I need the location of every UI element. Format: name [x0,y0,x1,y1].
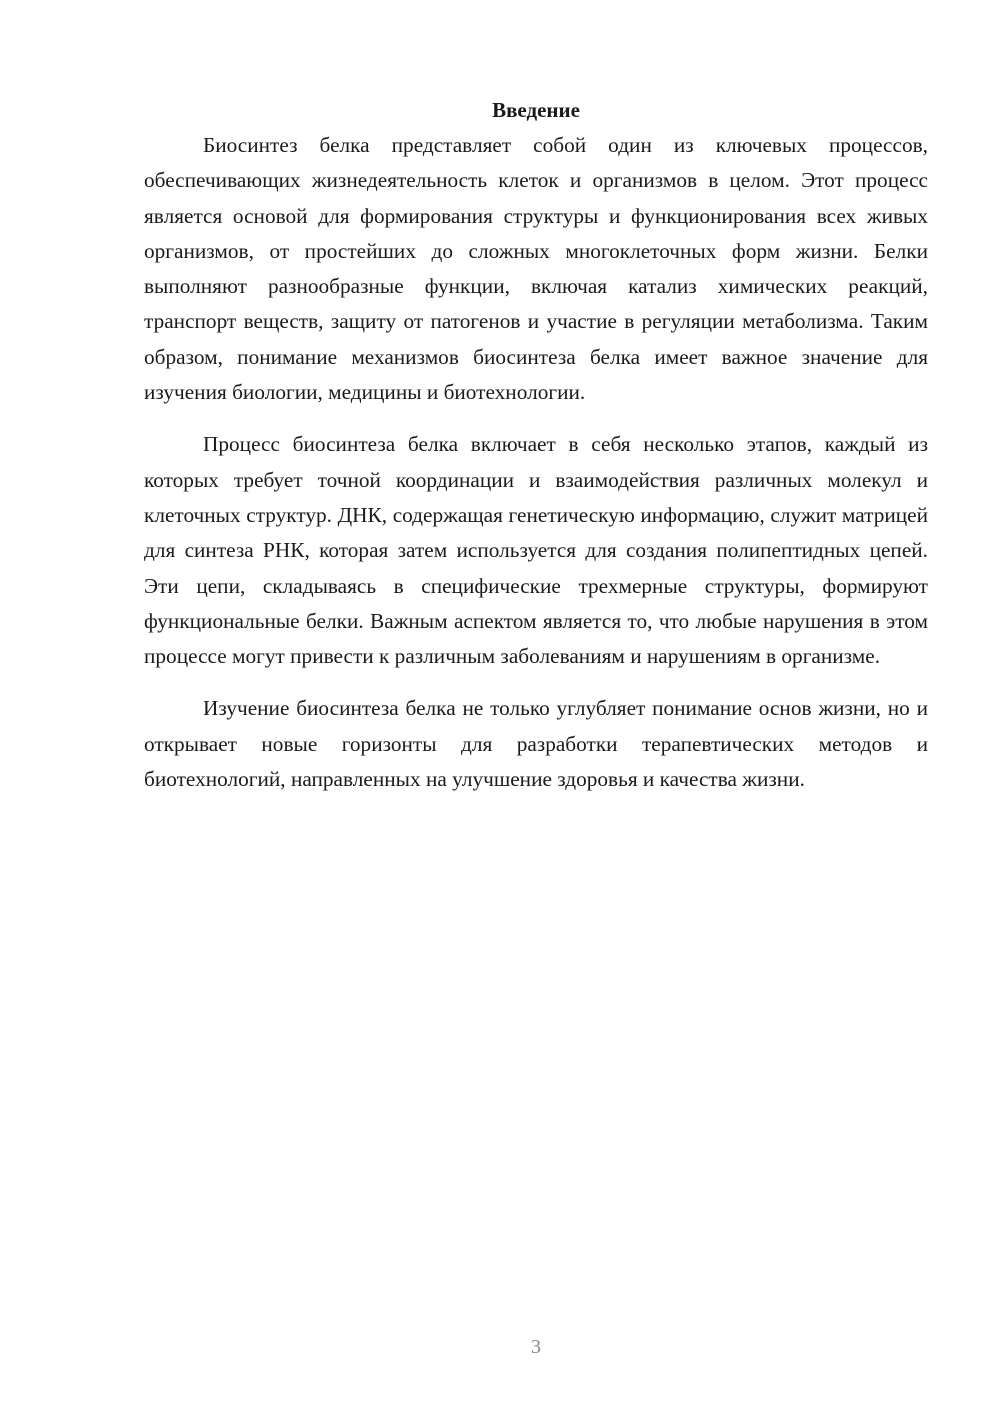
paragraph-3: Изучение биосинтеза белка не только углубляет понимание основ жизни, но и открывает новые горизонты для разработки терапевтических методов и биотехнологий, направленных на улучшение здоровья и качества жизни. [144,696,928,792]
paragraph-2: Процесс биосинтеза белка включает в себя несколько этапов, каждый из которых требует точной координации и взаимодействия различных молекул и клеточных структур. ДНК, содержащая генетическую информацию, служит матрицей для синтеза РНК, которая затем используется для создания полипептидных цепей. Эти цепи, складываясь в специфические трехмерные структуры, формируют функциональные белки. Важным аспектом является то, что любые нарушения в этом процессе могут привести к различным заболеваниям и нарушениям в организме. [144,432,928,669]
page-number: 3 [531,1336,541,1358]
page-body [144,93,928,814]
section-heading: Введение [492,98,580,122]
paragraph-1: Биосинтез белка представляет собой один из ключевых процессов, обеспечивающих жизнедеятельность клеток и организмов в целом. Этот процесс является основой для формирования структуры и функционирования всех живых организмов, от простейших до сложных многоклеточных форм жизни. Белки выполняют разнообразные функции, включая катализ химических реакций, транспорт веществ, защиту от патогенов и участие в регуляции метаболизма. Таким образом, понимание механизмов биосинтеза белка имеет важное значение для изучения биологии, медицины и биотехнологии. [144,133,928,405]
